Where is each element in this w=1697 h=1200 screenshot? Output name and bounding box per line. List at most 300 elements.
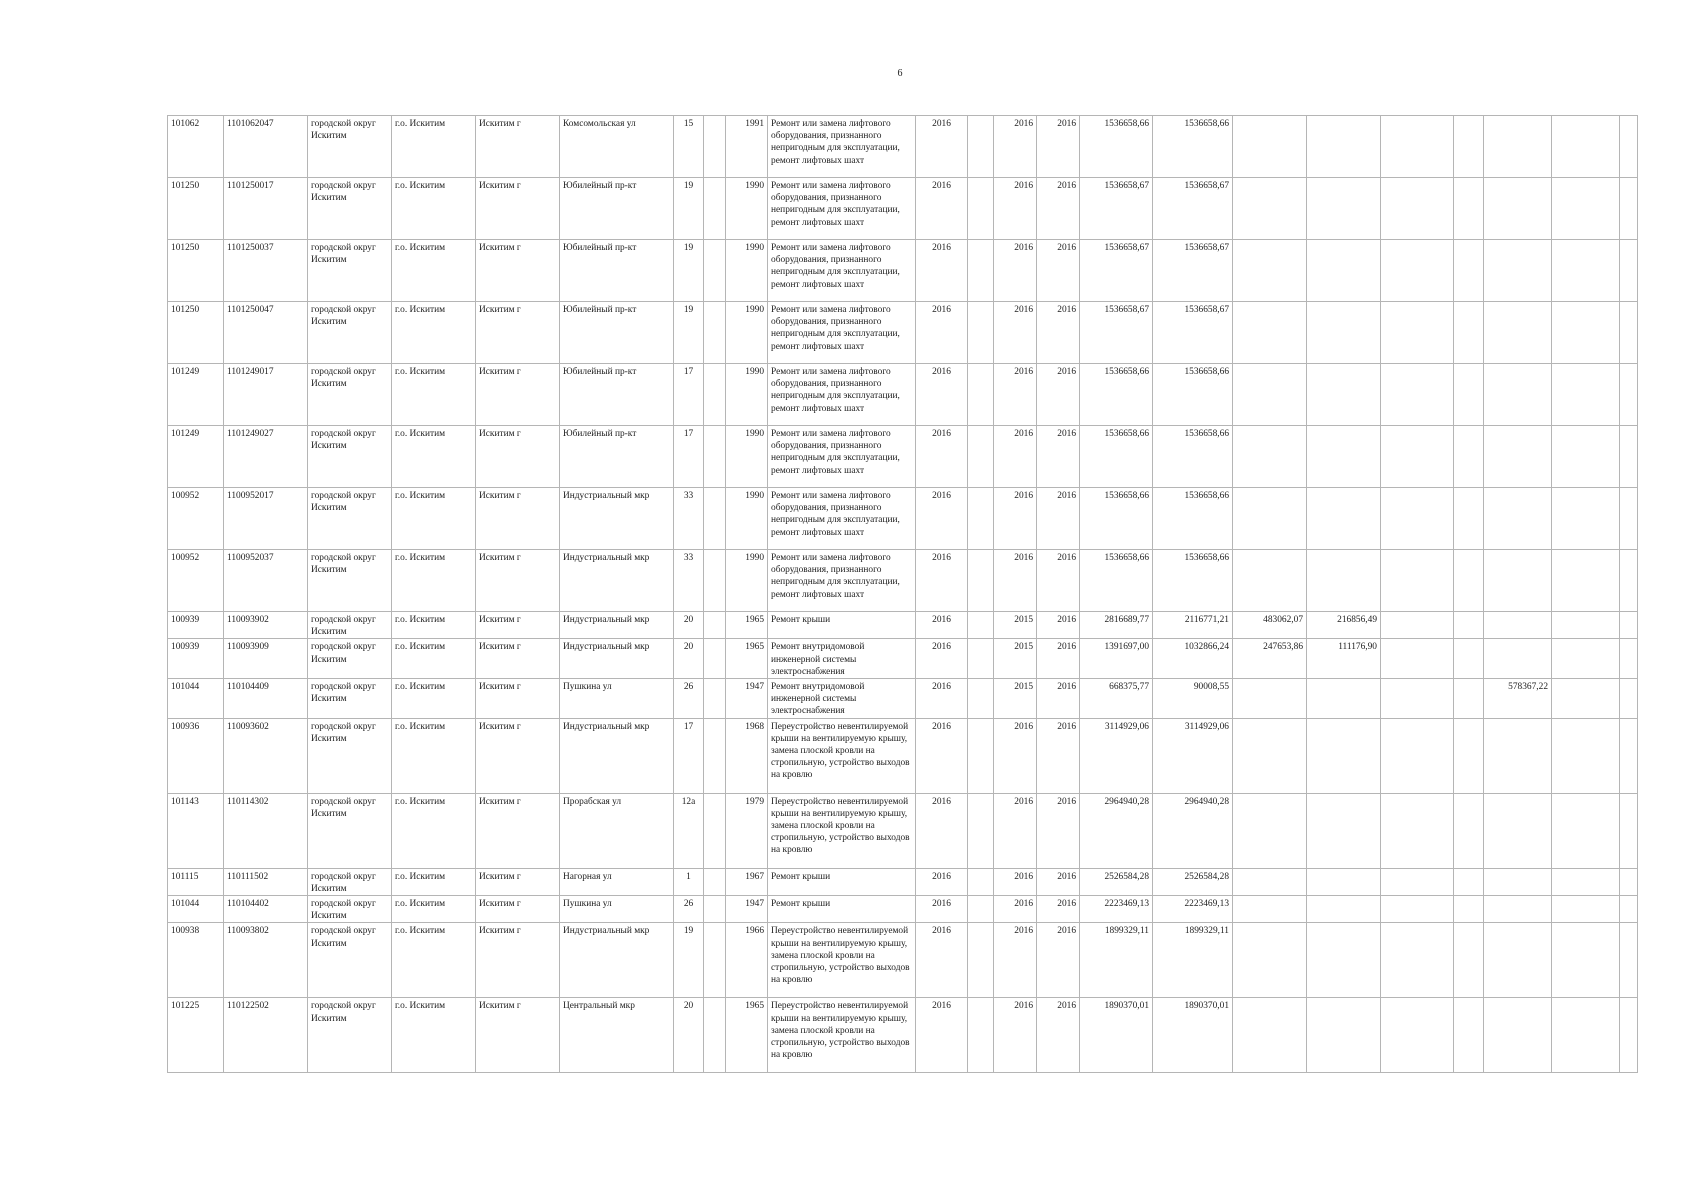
cell-work-type: Ремонт или замена лифтового оборудования, признанного непригодным для эксплуатации, ремонт лифтовых шахт (768, 178, 916, 240)
cell-end-year: 2016 (1037, 302, 1080, 364)
cell-letter (704, 868, 726, 895)
cell-house-number: 17 (674, 426, 704, 488)
cell-start-year: 2016 (994, 426, 1037, 488)
cell-house-number: 20 (674, 612, 704, 639)
cell-element-id: 1101249027 (224, 426, 308, 488)
cell-extra-cost-5 (1552, 998, 1620, 1073)
cell-street: Центральный мкр (560, 998, 674, 1073)
cell-municipality: городской округ Искитим (308, 426, 392, 488)
cell-blank (968, 896, 994, 923)
cell-municipality: городской округ Искитим (308, 302, 392, 364)
cell-fund-cost: 2116771,21 (1153, 612, 1233, 639)
cell-object-id: 101250 (168, 302, 224, 364)
cell-municipality: городской округ Искитим (308, 718, 392, 793)
cell-total-cost: 1536658,66 (1080, 550, 1153, 612)
cell-municipality: городской округ Искитим (308, 488, 392, 550)
cell-owner-cost (1484, 488, 1552, 550)
cell-plan-year: 2016 (916, 896, 968, 923)
cell-letter (704, 550, 726, 612)
cell-total-cost: 1536658,66 (1080, 116, 1153, 178)
cell-plan-year: 2016 (916, 550, 968, 612)
cell-plan-year: 2016 (916, 793, 968, 868)
cell-street: Индустриальный мкр (560, 612, 674, 639)
cell-start-year: 2016 (994, 116, 1037, 178)
cell-extra-cost-5 (1552, 178, 1620, 240)
cell-extra-cost-5 (1552, 488, 1620, 550)
cell-district: г.о. Искитим (392, 896, 476, 923)
cell-end-year: 2016 (1037, 116, 1080, 178)
cell-element-id: 1100952017 (224, 488, 308, 550)
cell-street: Индустриальный мкр (560, 923, 674, 998)
cell-extra-cost-1 (1233, 679, 1307, 719)
cell-extra-cost-1: 483062,07 (1233, 612, 1307, 639)
cell-house-number: 1 (674, 868, 704, 895)
cell-owner-cost (1484, 302, 1552, 364)
cell-extra-cost-5 (1552, 302, 1620, 364)
cell-work-type: Ремонт внутридомовой инженерной системы электроснабжения (768, 639, 916, 679)
cell-owner-cost (1484, 868, 1552, 895)
cell-plan-year: 2016 (916, 116, 968, 178)
cell-work-type: Ремонт или замена лифтового оборудования, признанного непригодным для эксплуатации, ремонт лифтовых шахт (768, 426, 916, 488)
cell-work-type: Ремонт крыши (768, 868, 916, 895)
cell-municipality: городской округ Искитим (308, 639, 392, 679)
cell-end-year: 2016 (1037, 488, 1080, 550)
cell-blank (968, 550, 994, 612)
cell-street: Нагорная ул (560, 868, 674, 895)
cell-end-year: 2016 (1037, 550, 1080, 612)
cell-build-year: 1965 (726, 639, 768, 679)
cell-street: Юбилейный пр-кт (560, 364, 674, 426)
cell-build-year: 1990 (726, 302, 768, 364)
cell-owner-cost: 578367,22 (1484, 679, 1552, 719)
cell-extra-cost-2 (1307, 868, 1381, 895)
cell-district: г.о. Искитим (392, 116, 476, 178)
cell-municipality: городской округ Искитим (308, 550, 392, 612)
cell-extra-cost-4 (1454, 718, 1484, 793)
cell-extra-cost-1 (1233, 116, 1307, 178)
cell-street: Индустриальный мкр (560, 639, 674, 679)
cell-extra-cost-4 (1454, 550, 1484, 612)
cell-extra-cost-6 (1620, 679, 1638, 719)
cell-extra-cost-2: 216856,49 (1307, 612, 1381, 639)
cell-extra-cost-1 (1233, 426, 1307, 488)
cell-blank (968, 426, 994, 488)
cell-settlement: Искитим г (476, 718, 560, 793)
cell-start-year: 2016 (994, 364, 1037, 426)
cell-house-number: 19 (674, 178, 704, 240)
repair-program-table (167, 115, 1638, 1073)
cell-build-year: 1990 (726, 240, 768, 302)
cell-extra-cost-6 (1620, 550, 1638, 612)
cell-municipality: городской округ Искитим (308, 364, 392, 426)
table-row (168, 240, 1638, 302)
cell-total-cost: 2964940,28 (1080, 793, 1153, 868)
cell-extra-cost-3 (1381, 116, 1454, 178)
cell-start-year: 2016 (994, 793, 1037, 868)
cell-start-year: 2016 (994, 718, 1037, 793)
cell-element-id: 110104409 (224, 679, 308, 719)
cell-element-id: 110093802 (224, 923, 308, 998)
cell-object-id: 101249 (168, 426, 224, 488)
cell-extra-cost-5 (1552, 426, 1620, 488)
cell-house-number: 33 (674, 488, 704, 550)
cell-start-year: 2016 (994, 998, 1037, 1073)
cell-work-type: Ремонт или замена лифтового оборудования, признанного непригодным для эксплуатации, ремонт лифтовых шахт (768, 488, 916, 550)
table-row (168, 550, 1638, 612)
cell-object-id: 101044 (168, 896, 224, 923)
cell-municipality: городской округ Искитим (308, 178, 392, 240)
cell-plan-year: 2016 (916, 868, 968, 895)
cell-extra-cost-6 (1620, 240, 1638, 302)
cell-build-year: 1965 (726, 998, 768, 1073)
cell-object-id: 100952 (168, 550, 224, 612)
table-row (168, 793, 1638, 868)
cell-municipality: городской округ Искитим (308, 998, 392, 1073)
cell-object-id: 101250 (168, 240, 224, 302)
cell-extra-cost-2 (1307, 240, 1381, 302)
cell-extra-cost-5 (1552, 240, 1620, 302)
cell-owner-cost (1484, 426, 1552, 488)
cell-fund-cost: 2526584,28 (1153, 868, 1233, 895)
cell-end-year: 2016 (1037, 923, 1080, 998)
cell-extra-cost-3 (1381, 364, 1454, 426)
cell-plan-year: 2016 (916, 612, 968, 639)
cell-element-id: 110104402 (224, 896, 308, 923)
cell-extra-cost-6 (1620, 426, 1638, 488)
cell-element-id: 1101250037 (224, 240, 308, 302)
cell-letter (704, 364, 726, 426)
cell-extra-cost-6 (1620, 639, 1638, 679)
cell-fund-cost: 1536658,66 (1153, 550, 1233, 612)
cell-extra-cost-3 (1381, 868, 1454, 895)
cell-extra-cost-2 (1307, 998, 1381, 1073)
cell-settlement: Искитим г (476, 302, 560, 364)
cell-owner-cost (1484, 923, 1552, 998)
cell-house-number: 15 (674, 116, 704, 178)
cell-extra-cost-5 (1552, 718, 1620, 793)
cell-settlement: Искитим г (476, 240, 560, 302)
cell-extra-cost-1 (1233, 488, 1307, 550)
cell-build-year: 1990 (726, 364, 768, 426)
cell-district: г.о. Искитим (392, 302, 476, 364)
cell-work-type: Ремонт или замена лифтового оборудования, признанного непригодным для эксплуатации, ремонт лифтовых шахт (768, 302, 916, 364)
cell-extra-cost-1 (1233, 178, 1307, 240)
cell-extra-cost-6 (1620, 364, 1638, 426)
cell-start-year: 2016 (994, 868, 1037, 895)
cell-object-id: 101062 (168, 116, 224, 178)
cell-letter (704, 612, 726, 639)
cell-extra-cost-6 (1620, 612, 1638, 639)
cell-extra-cost-5 (1552, 793, 1620, 868)
cell-fund-cost: 3114929,06 (1153, 718, 1233, 793)
table-row (168, 998, 1638, 1073)
cell-owner-cost (1484, 998, 1552, 1073)
cell-element-id: 1100952037 (224, 550, 308, 612)
cell-plan-year: 2016 (916, 426, 968, 488)
table-row (168, 302, 1638, 364)
cell-extra-cost-3 (1381, 550, 1454, 612)
cell-extra-cost-6 (1620, 923, 1638, 998)
cell-extra-cost-4 (1454, 639, 1484, 679)
cell-district: г.о. Искитим (392, 998, 476, 1073)
cell-municipality: городской округ Искитим (308, 679, 392, 719)
cell-street: Юбилейный пр-кт (560, 178, 674, 240)
cell-extra-cost-5 (1552, 612, 1620, 639)
cell-start-year: 2015 (994, 612, 1037, 639)
table-row (168, 868, 1638, 895)
cell-end-year: 2016 (1037, 639, 1080, 679)
table-row (168, 426, 1638, 488)
cell-work-type: Ремонт или замена лифтового оборудования, признанного непригодным для эксплуатации, ремонт лифтовых шахт (768, 116, 916, 178)
cell-total-cost: 668375,77 (1080, 679, 1153, 719)
cell-letter (704, 679, 726, 719)
cell-fund-cost: 1536658,67 (1153, 178, 1233, 240)
cell-owner-cost (1484, 793, 1552, 868)
cell-blank (968, 639, 994, 679)
cell-extra-cost-2 (1307, 923, 1381, 998)
cell-extra-cost-4 (1454, 116, 1484, 178)
cell-extra-cost-3 (1381, 896, 1454, 923)
cell-work-type: Ремонт внутридомовой инженерной системы электроснабжения (768, 679, 916, 719)
cell-fund-cost: 1032866,24 (1153, 639, 1233, 679)
cell-house-number: 19 (674, 302, 704, 364)
cell-owner-cost (1484, 116, 1552, 178)
cell-fund-cost: 1899329,11 (1153, 923, 1233, 998)
cell-extra-cost-1 (1233, 793, 1307, 868)
cell-object-id: 101115 (168, 868, 224, 895)
cell-fund-cost: 1536658,67 (1153, 240, 1233, 302)
cell-extra-cost-3 (1381, 639, 1454, 679)
cell-extra-cost-1 (1233, 718, 1307, 793)
cell-start-year: 2016 (994, 178, 1037, 240)
cell-start-year: 2015 (994, 679, 1037, 719)
cell-letter (704, 896, 726, 923)
cell-extra-cost-1 (1233, 302, 1307, 364)
cell-build-year: 1947 (726, 896, 768, 923)
cell-fund-cost: 2964940,28 (1153, 793, 1233, 868)
cell-extra-cost-3 (1381, 302, 1454, 364)
cell-house-number: 19 (674, 923, 704, 998)
cell-settlement: Искитим г (476, 679, 560, 719)
cell-total-cost: 2526584,28 (1080, 868, 1153, 895)
cell-district: г.о. Искитим (392, 550, 476, 612)
cell-blank (968, 868, 994, 895)
cell-extra-cost-4 (1454, 240, 1484, 302)
cell-work-type: Переустройство невентилируемой крыши на вентилируемую крышу, замена плоской кровли на стропильную, устройство выходов на кровлю (768, 793, 916, 868)
cell-element-id: 1101062047 (224, 116, 308, 178)
cell-extra-cost-6 (1620, 488, 1638, 550)
cell-total-cost: 1536658,66 (1080, 426, 1153, 488)
cell-street: Юбилейный пр-кт (560, 240, 674, 302)
cell-object-id: 101250 (168, 178, 224, 240)
cell-build-year: 1990 (726, 426, 768, 488)
cell-settlement: Искитим г (476, 868, 560, 895)
cell-total-cost: 1899329,11 (1080, 923, 1153, 998)
cell-plan-year: 2016 (916, 364, 968, 426)
cell-blank (968, 612, 994, 639)
cell-fund-cost: 90008,55 (1153, 679, 1233, 719)
cell-extra-cost-1: 247653,86 (1233, 639, 1307, 679)
table-row (168, 718, 1638, 793)
cell-settlement: Искитим г (476, 793, 560, 868)
cell-object-id: 101225 (168, 998, 224, 1073)
cell-street: Комсомольская ул (560, 116, 674, 178)
cell-blank (968, 793, 994, 868)
cell-total-cost: 1391697,00 (1080, 639, 1153, 679)
cell-letter (704, 116, 726, 178)
cell-municipality: городской округ Искитим (308, 116, 392, 178)
cell-start-year: 2016 (994, 923, 1037, 998)
cell-extra-cost-5 (1552, 868, 1620, 895)
cell-settlement: Искитим г (476, 612, 560, 639)
cell-total-cost: 1536658,66 (1080, 488, 1153, 550)
cell-extra-cost-5 (1552, 364, 1620, 426)
cell-extra-cost-6 (1620, 868, 1638, 895)
cell-object-id: 101143 (168, 793, 224, 868)
cell-house-number: 26 (674, 679, 704, 719)
cell-blank (968, 923, 994, 998)
cell-district: г.о. Искитим (392, 718, 476, 793)
table-row (168, 612, 1638, 639)
cell-end-year: 2016 (1037, 240, 1080, 302)
cell-extra-cost-2 (1307, 793, 1381, 868)
cell-element-id: 110111502 (224, 868, 308, 895)
cell-element-id: 110093909 (224, 639, 308, 679)
cell-settlement: Искитим г (476, 116, 560, 178)
cell-settlement: Искитим г (476, 178, 560, 240)
cell-build-year: 1968 (726, 718, 768, 793)
table-row (168, 116, 1638, 178)
cell-build-year: 1991 (726, 116, 768, 178)
cell-letter (704, 426, 726, 488)
cell-extra-cost-5 (1552, 639, 1620, 679)
cell-extra-cost-4 (1454, 426, 1484, 488)
table-body (168, 116, 1638, 1073)
cell-municipality: городской округ Искитим (308, 612, 392, 639)
cell-house-number: 17 (674, 364, 704, 426)
cell-extra-cost-5 (1552, 550, 1620, 612)
cell-extra-cost-6 (1620, 116, 1638, 178)
cell-total-cost: 1536658,67 (1080, 178, 1153, 240)
cell-extra-cost-3 (1381, 793, 1454, 868)
cell-end-year: 2016 (1037, 718, 1080, 793)
cell-extra-cost-2 (1307, 896, 1381, 923)
cell-municipality: городской округ Искитим (308, 868, 392, 895)
cell-extra-cost-5 (1552, 679, 1620, 719)
cell-plan-year: 2016 (916, 302, 968, 364)
cell-plan-year: 2016 (916, 679, 968, 719)
cell-start-year: 2016 (994, 302, 1037, 364)
cell-end-year: 2016 (1037, 364, 1080, 426)
cell-element-id: 110114302 (224, 793, 308, 868)
cell-extra-cost-5 (1552, 116, 1620, 178)
cell-build-year: 1947 (726, 679, 768, 719)
table-row (168, 178, 1638, 240)
cell-extra-cost-1 (1233, 998, 1307, 1073)
cell-extra-cost-5 (1552, 923, 1620, 998)
cell-district: г.о. Искитим (392, 793, 476, 868)
cell-street: Индустриальный мкр (560, 550, 674, 612)
cell-blank (968, 998, 994, 1073)
cell-municipality: городской округ Искитим (308, 896, 392, 923)
cell-work-type: Ремонт крыши (768, 896, 916, 923)
cell-plan-year: 2016 (916, 639, 968, 679)
cell-district: г.о. Искитим (392, 178, 476, 240)
cell-end-year: 2016 (1037, 896, 1080, 923)
cell-element-id: 110093602 (224, 718, 308, 793)
cell-fund-cost: 1536658,66 (1153, 116, 1233, 178)
cell-blank (968, 240, 994, 302)
table-row (168, 896, 1638, 923)
cell-settlement: Искитим г (476, 998, 560, 1073)
cell-house-number: 17 (674, 718, 704, 793)
cell-start-year: 2016 (994, 240, 1037, 302)
cell-total-cost: 1536658,67 (1080, 302, 1153, 364)
cell-letter (704, 488, 726, 550)
cell-total-cost: 3114929,06 (1080, 718, 1153, 793)
cell-letter (704, 718, 726, 793)
cell-owner-cost (1484, 240, 1552, 302)
cell-extra-cost-2 (1307, 116, 1381, 178)
cell-municipality: городской округ Искитим (308, 923, 392, 998)
cell-work-type: Переустройство невентилируемой крыши на вентилируемую крышу, замена плоской кровли на стропильную, устройство выходов на кровлю (768, 923, 916, 998)
cell-extra-cost-2 (1307, 178, 1381, 240)
cell-owner-cost (1484, 364, 1552, 426)
cell-work-type: Ремонт или замена лифтового оборудования, признанного непригодным для эксплуатации, ремонт лифтовых шахт (768, 364, 916, 426)
cell-extra-cost-3 (1381, 923, 1454, 998)
cell-settlement: Искитим г (476, 896, 560, 923)
cell-element-id: 1101249017 (224, 364, 308, 426)
cell-total-cost: 1536658,67 (1080, 240, 1153, 302)
cell-end-year: 2016 (1037, 793, 1080, 868)
cell-settlement: Искитим г (476, 923, 560, 998)
cell-extra-cost-4 (1454, 868, 1484, 895)
cell-street: Прорабская ул (560, 793, 674, 868)
cell-object-id: 100939 (168, 639, 224, 679)
cell-municipality: городской округ Искитим (308, 240, 392, 302)
cell-extra-cost-4 (1454, 793, 1484, 868)
cell-extra-cost-3 (1381, 488, 1454, 550)
cell-start-year: 2016 (994, 488, 1037, 550)
cell-fund-cost: 1536658,66 (1153, 488, 1233, 550)
cell-total-cost: 1536658,66 (1080, 364, 1153, 426)
cell-plan-year: 2016 (916, 923, 968, 998)
cell-blank (968, 178, 994, 240)
cell-element-id: 110122502 (224, 998, 308, 1073)
cell-work-type: Переустройство невентилируемой крыши на вентилируемую крышу, замена плоской кровли на стропильную, устройство выходов на кровлю (768, 998, 916, 1073)
cell-extra-cost-6 (1620, 302, 1638, 364)
cell-blank (968, 718, 994, 793)
cell-street: Юбилейный пр-кт (560, 426, 674, 488)
cell-element-id: 1101250047 (224, 302, 308, 364)
cell-owner-cost (1484, 639, 1552, 679)
cell-extra-cost-3 (1381, 240, 1454, 302)
cell-object-id: 100936 (168, 718, 224, 793)
cell-end-year: 2016 (1037, 426, 1080, 488)
cell-owner-cost (1484, 612, 1552, 639)
cell-owner-cost (1484, 718, 1552, 793)
cell-fund-cost: 1536658,67 (1153, 302, 1233, 364)
cell-settlement: Искитим г (476, 550, 560, 612)
cell-owner-cost (1484, 896, 1552, 923)
cell-extra-cost-6 (1620, 998, 1638, 1073)
cell-house-number: 33 (674, 550, 704, 612)
cell-extra-cost-1 (1233, 923, 1307, 998)
cell-district: г.о. Искитим (392, 488, 476, 550)
table-row (168, 923, 1638, 998)
cell-extra-cost-4 (1454, 612, 1484, 639)
cell-extra-cost-6 (1620, 793, 1638, 868)
